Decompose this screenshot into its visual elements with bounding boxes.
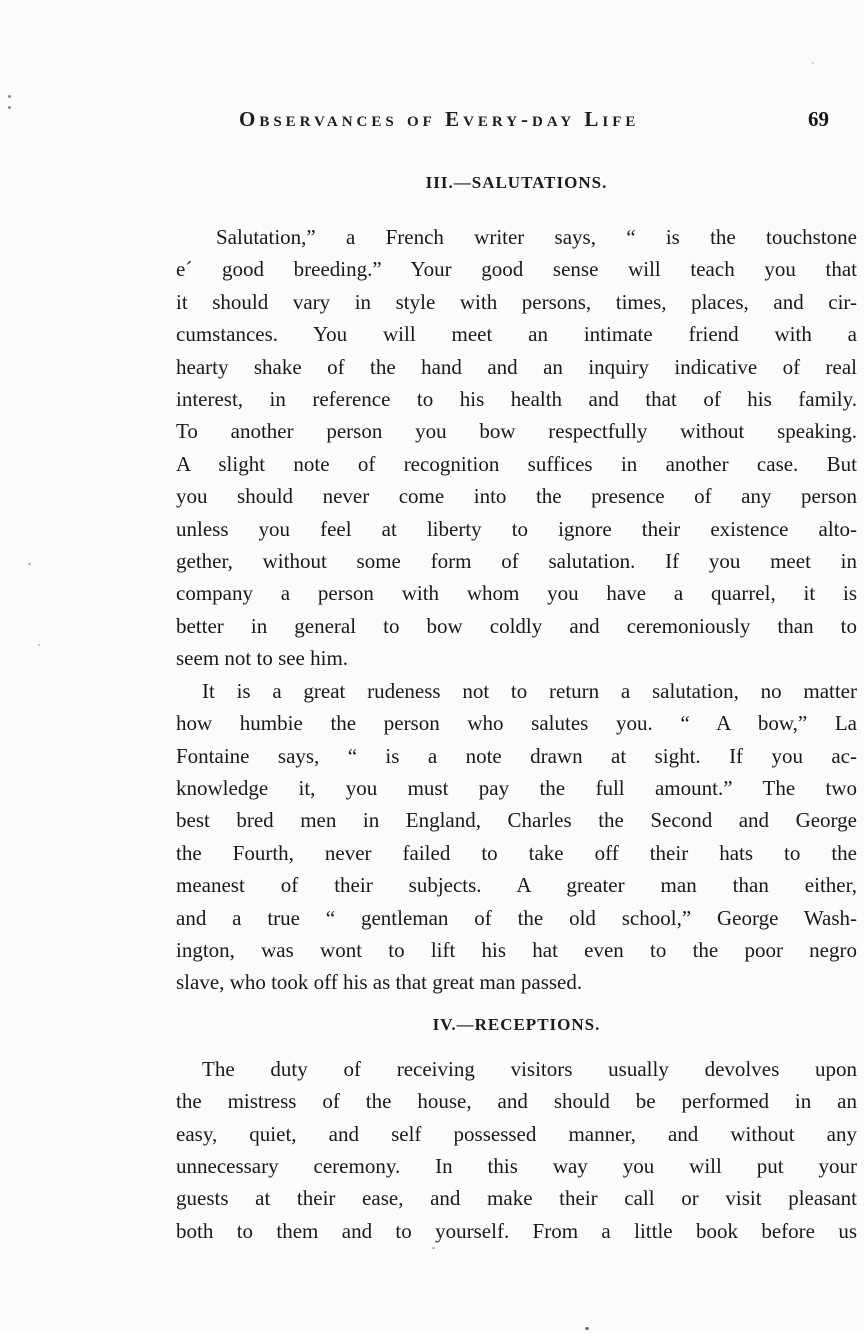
text-line: the mistress of the house, and should be performed in an — [176, 1089, 857, 1114]
page-header — [177, 104, 857, 134]
scan-noise-speck — [38, 644, 40, 646]
paragraph-salutations-1 — [176, 221, 857, 675]
text-line: both to them and to yourself. From a little book before us — [176, 1218, 857, 1243]
text-line: the Fourth, never failed to take off their hats to the — [176, 840, 857, 865]
paragraph-receptions-1 — [176, 1053, 857, 1247]
text-line: cumstances. You will meet an intimate friend with a — [176, 322, 857, 347]
text-column — [176, 172, 857, 1247]
scan-noise-speck — [585, 1327, 589, 1330]
text-line: Fontaine says, “ is a note drawn at sight. If you ac- — [176, 743, 857, 768]
text-line: best bred men in England, Charles the Second and George — [176, 808, 857, 833]
text-line: ington, was wont to lift his hat even to the poor negro — [176, 937, 857, 962]
text-line: A slight note of recognition suffices in another case. But — [176, 451, 857, 476]
text-line: gether, without some form of salutation. If you meet in — [176, 549, 857, 574]
text-line: meanest of their subjects. A greater man than either, — [176, 873, 857, 898]
text-line: and a true “ gentleman of the old school,” George Wash- — [176, 905, 857, 930]
text-line: hearty shake of the hand and an inquiry indicative of real — [176, 354, 857, 379]
text-line: It is a great rudeness not to return a salutation, no matter — [202, 678, 857, 703]
scan-noise-speck — [432, 1247, 435, 1249]
text-line: how humbie the person who salutes you. “ A bow,” La — [176, 711, 857, 736]
text-line: you should never come into the presence of any person — [176, 484, 857, 509]
text-line: interest, in reference to his health and that of his family. — [176, 387, 857, 412]
scan-noise-speck — [8, 95, 11, 98]
text-line: better in general to bow coldly and ceremoniously than to — [176, 613, 857, 638]
text-line: it should vary in style with persons, times, places, and cir- — [176, 289, 857, 314]
text-line: unless you feel at liberty to ignore their existence alto- — [176, 516, 857, 541]
text-line: To another person you bow respectfully without speaking. — [176, 419, 857, 444]
text-line: guests at their ease, and make their call or visit pleasant — [176, 1186, 857, 1211]
text-line: seem not to see him. — [176, 646, 349, 671]
section-heading-receptions: IV.—RECEPTIONS. — [432, 1014, 601, 1034]
scan-noise-speck — [28, 563, 31, 565]
text-line: e´ good breeding.” Your good sense will teach you that — [176, 257, 857, 282]
text-line: knowledge it, you must pay the full amount.” The two — [176, 775, 857, 800]
text-line: unnecessary ceremony. In this way you will put your — [176, 1153, 857, 1178]
text-line: easy, quiet, and self possessed manner, and without any — [176, 1121, 857, 1146]
page-number: 69 — [808, 107, 829, 131]
section-heading-salutations: III.—SALUTATIONS. — [425, 173, 608, 192]
scan-noise-speck — [812, 62, 814, 64]
running-title: Observances of Every-day Life — [239, 107, 640, 131]
text-line: company a person with whom you have a quarrel, it is — [176, 581, 857, 606]
scan-noise-speck — [8, 106, 11, 109]
text-line: The duty of receiving visitors usually devolves upon — [202, 1056, 857, 1081]
text-line: Salutation,” a French writer says, “ is the touchstone — [216, 225, 857, 249]
text-line: slave, who took off his as that great man passed. — [176, 970, 583, 995]
paragraph-salutations-2 — [176, 675, 857, 999]
